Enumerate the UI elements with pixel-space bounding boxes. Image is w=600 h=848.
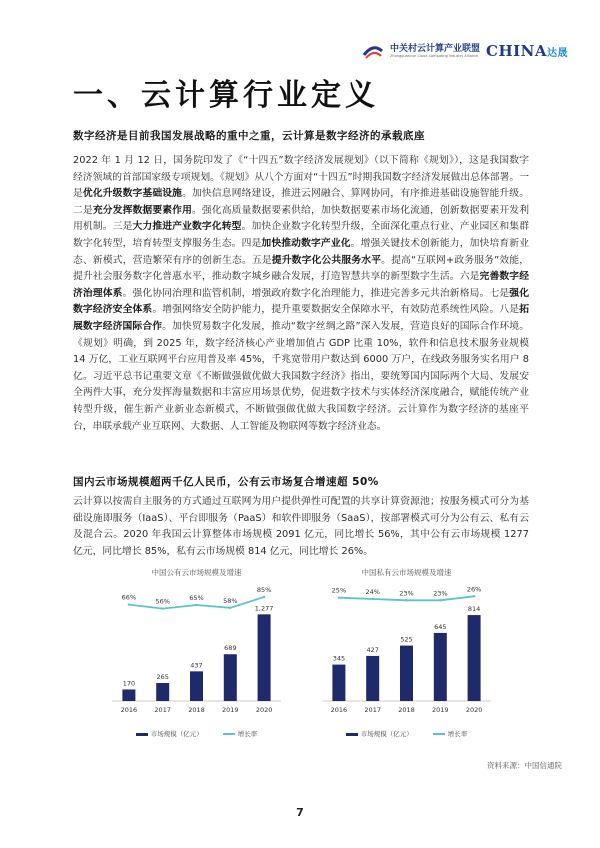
- legend-line-swatch: [223, 733, 235, 735]
- growth-value-label: 56%: [155, 597, 170, 606]
- bar-value-label: 170: [122, 679, 136, 688]
- public-cloud-chart-svg: [104, 579, 289, 729]
- growth-point: [473, 595, 475, 597]
- body-text: 。强化高质量数据要素供给，加快数据要素市场化流通，创新数据要素开发利用机制。三是: [73, 204, 530, 233]
- header-logos: [362, 40, 568, 62]
- legend-bar: 市场规模（亿元）: [136, 729, 203, 738]
- body-text: 。强化协同治理和监管机制，增强政府数字化治理能力，推进完善多元共治新格局。七是: [122, 287, 510, 299]
- x-tick-label: 2018: [398, 706, 415, 714]
- growth-point: [195, 604, 197, 606]
- x-tick-label: 2019: [432, 706, 449, 714]
- growth-point: [229, 607, 231, 609]
- x-tick-label: 2016: [120, 706, 138, 714]
- growth-value-label: 65%: [189, 594, 204, 602]
- body-text: 2022 年 1 月 12 日，国务院印发了《“十四五”数字经济发展规划》（以下简称《规划》），这是我国数字经济领域的首部国家级专项规划。《规划》从八个方面对“十四五”时期我国数字经济发展做出总体部署。一是: [73, 155, 529, 200]
- growth-value-label: 26%: [466, 585, 482, 594]
- body-text: 。增强关键技术创新能力，加快培育新业态、新模式，营造繁荣有序的创新生态。五是: [73, 237, 530, 266]
- public-cloud-chart: [104, 567, 289, 742]
- private-cloud-chart: [314, 567, 499, 742]
- emphasis-text: 提升数字化公共服务水平: [271, 254, 382, 266]
- bar-value-label: 525: [400, 635, 413, 644]
- growth-value-label: 23%: [433, 589, 448, 598]
- chart-title: 中国公有云市场规模及增速: [151, 568, 242, 577]
- bar-value-label: 345: [332, 654, 346, 663]
- x-tick-label: 2017: [154, 706, 171, 714]
- growth-value-label: 25%: [331, 586, 347, 595]
- chart-legend: [104, 729, 289, 738]
- chart-title: 中国私有云市场规模及增速: [361, 568, 452, 577]
- growth-value-label: 85%: [256, 586, 272, 594]
- section2-heading: 国内云市场规模超两千亿人民币，公有云市场复合增速超 50%: [73, 476, 379, 488]
- bar-value-label: 645: [434, 622, 447, 631]
- page-title: 一、云计算行业定义: [73, 78, 379, 113]
- emphasis-text: 优化升级数字基础设施: [82, 188, 183, 200]
- bar: [434, 633, 447, 701]
- body-text: 。增强网络安全防护能力，提升重要数据安全保障水平，有效防范系统性风险。八是: [152, 304, 520, 316]
- growth-value-label: 66%: [121, 593, 137, 602]
- bar: [332, 665, 345, 701]
- x-tick-label: 2020: [465, 706, 483, 714]
- bar: [122, 689, 135, 701]
- growth-point: [372, 598, 374, 600]
- bar: [190, 671, 203, 701]
- growth-value-label: 58%: [223, 596, 238, 605]
- bar: [224, 654, 237, 701]
- body-text: 。提高“互联网+政务服务”效能，提升社会服务数字化普惠水平，推动数字城乡融合发展，打造智慧共享的新型数字生活。六是: [73, 254, 529, 283]
- growth-point: [338, 596, 340, 598]
- section1-heading: 数字经济是目前我国发展战略的重中之重，云计算是数字经济的承载底座: [73, 130, 425, 142]
- body-text: 。加快贸易数字化发展，推动“数字丝绸之路”深入发展，营造良好的国际合作环境。《规划》明确，到 2025 年，数字经济核心产业增加值占 GDP 比重 10%，软件和信息技术服务业规模 14 万亿，工业互联网平台应用普及率 45%，千兆宽带用户数达到 6000 万户，在线政务服务实名用户 8 亿。习近平总书记重要文章《不断做强做优做大我国数字经济》指出，要统筹国内国际两个大局、发展安全两件大事，充分发挥海量数据和丰富应用场景优势，促进数字技术与实体经济深度融合，赋能传统产业转型升级，催生新产业新业态新模式，不断做强做优做大我国数字经济。云计算作为数字经济的基座平台，串联承载产业互联网、大数据、人工智能及物联网等数字经济业态。: [73, 320, 530, 432]
- bar: [258, 614, 271, 701]
- emphasis-text: 完善数字经济治理体系: [73, 271, 530, 299]
- charts-area: [104, 567, 504, 742]
- growth-point: [162, 607, 164, 609]
- x-tick-label: 2017: [364, 706, 381, 714]
- x-tick-label: 2016: [330, 706, 348, 714]
- emphasis-text: 拓展数字经济国际合作: [73, 304, 530, 332]
- emphasis-text: 充分发挥数据要素作用: [92, 204, 192, 216]
- body-text: 。加快企业数字化转型升级，全面深化重点行业、产业园区和集群数字化转型，培育转型支撑服务生态。四是: [73, 221, 530, 249]
- bar-value-label: 689: [224, 644, 237, 653]
- alliance-logo: [390, 44, 480, 58]
- section2-paragraph: 云计算以按需自主服务的方式通过互联网为用户提供弹性可配置的共享计算资源池；按服务模式可分为基础设施即服务（IaaS）、平台即服务（PaaS）和软件即服务（SaaS），按部署模式可分为公有云、私有云及混合云。2020 年我国云计算整体市场规模 2091 亿元，同比增长 56%，其中公有云市场规模 1277 亿元，同比增长 85%，私有云市场规模 814 亿元，同比增长 26%。: [73, 496, 529, 557]
- growth-value-label: 24%: [365, 588, 380, 596]
- bar-value-label: 437: [190, 661, 203, 670]
- body-text: 。加快信息网络建设，推进云网融合、算网协同，有序推进基础设施智能升级。二是: [73, 188, 530, 216]
- china-logo: CHINA达晟: [486, 42, 568, 60]
- data-source: 资料来源：中国信通院: [487, 761, 562, 770]
- alliance-name: 中关村云计算产业联盟: [390, 44, 481, 54]
- emphasis-text: 大力推进产业数字化转型: [132, 221, 242, 233]
- bar: [156, 683, 169, 701]
- bar: [468, 615, 481, 701]
- growth-point: [128, 603, 130, 605]
- emphasis-text: 加快推动数字产业化: [261, 237, 351, 249]
- legend-line: 增长率: [433, 729, 468, 738]
- alliance-subname: Zhongguancun Cloud Computing Industry Alliance: [390, 54, 479, 58]
- bar-value-label: 814: [467, 605, 481, 614]
- legend-line-swatch: [433, 733, 445, 735]
- growth-point: [263, 596, 265, 598]
- private-cloud-chart-svg: [314, 579, 499, 729]
- x-tick-label: 2020: [255, 706, 273, 714]
- growth-point: [405, 599, 407, 601]
- emphasis-text: 强化数字经济安全体系: [73, 287, 530, 316]
- x-tick-label: 2018: [188, 706, 205, 714]
- page-number: 7: [296, 806, 304, 819]
- legend-bar: 市场规模（亿元）: [346, 729, 413, 738]
- section1-paragraph: [73, 153, 529, 435]
- bar-value-label: 427: [366, 645, 379, 654]
- legend-bar-swatch: [136, 733, 148, 736]
- x-tick-label: 2019: [222, 706, 239, 714]
- bar-value-label: 1,277: [254, 604, 274, 613]
- growth-point: [439, 599, 441, 601]
- bar: [400, 646, 413, 701]
- bar: [366, 656, 379, 701]
- growth-value-label: 23%: [399, 589, 414, 598]
- chart-legend: [314, 729, 499, 738]
- alliance-logo-icon: [362, 41, 384, 61]
- legend-line: 增长率: [223, 729, 258, 738]
- legend-bar-swatch: [346, 733, 358, 736]
- bar-value-label: 265: [156, 673, 169, 682]
